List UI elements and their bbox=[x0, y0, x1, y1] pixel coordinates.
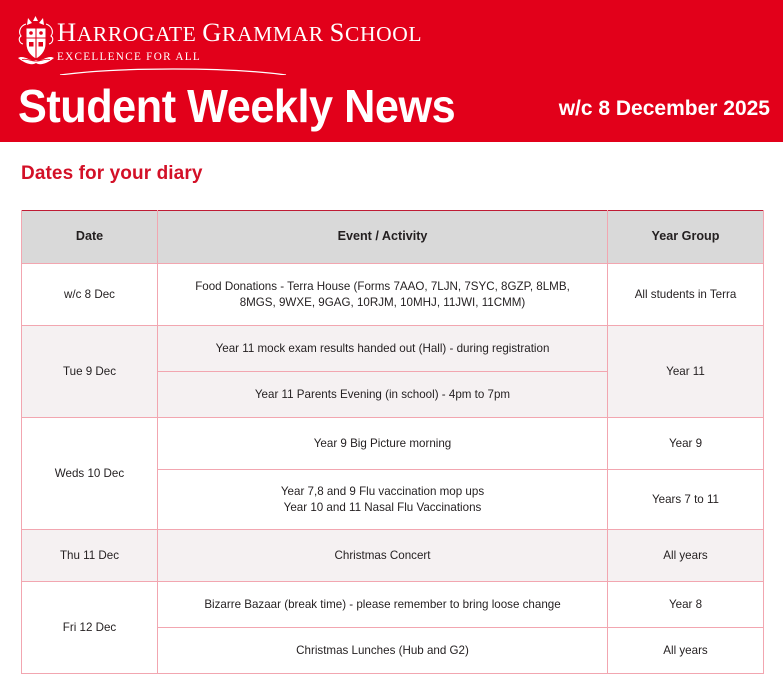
dates-for-your-diary-table bbox=[21, 210, 764, 674]
cell-date: Thu 11 Dec bbox=[22, 530, 158, 582]
cell-event bbox=[158, 264, 608, 326]
week-commencing-date: w/c 8 December 2025 bbox=[558, 97, 770, 120]
table-header-row bbox=[22, 211, 764, 264]
table-body bbox=[22, 264, 764, 674]
event-line: Year 10 and 11 Nasal Flu Vaccinations bbox=[283, 500, 482, 514]
column-header-date: Date bbox=[22, 211, 158, 264]
cell-year-group: Year 8 bbox=[608, 582, 764, 628]
brand-text bbox=[57, 19, 422, 63]
cell-date: Fri 12 Dec bbox=[22, 582, 158, 674]
column-header-year-group: Year Group bbox=[608, 211, 764, 264]
column-header-event: Event / Activity bbox=[158, 211, 608, 264]
cell-date: Weds 10 Dec bbox=[22, 418, 158, 530]
table-row bbox=[22, 264, 764, 326]
school-name: HARROGATE GRAMMAR SCHOOL bbox=[57, 17, 423, 47]
cell-year-group: Years 7 to 11 bbox=[608, 470, 764, 530]
cell-year-group: All years bbox=[608, 628, 764, 674]
cell-year-group: All years bbox=[608, 530, 764, 582]
table-header bbox=[22, 211, 764, 264]
event-line: Year 7,8 and 9 Flu vaccination mop ups bbox=[280, 484, 485, 498]
cell-event: Christmas Lunches (Hub and G2) bbox=[158, 628, 608, 674]
tagline-wrap bbox=[57, 52, 357, 63]
cell-date: w/c 8 Dec bbox=[22, 264, 158, 326]
title-row bbox=[0, 76, 783, 142]
cell-year-group: Year 11 bbox=[608, 326, 764, 418]
table-row bbox=[22, 418, 764, 470]
cell-date: Tue 9 Dec bbox=[22, 326, 158, 418]
cell-event: Year 11 Parents Evening (in school) - 4pm to 7pm bbox=[158, 372, 608, 418]
table-row bbox=[22, 582, 764, 628]
masthead-banner bbox=[0, 0, 783, 142]
swoosh-flourish-icon bbox=[58, 65, 288, 75]
section-heading: Dates for your diary bbox=[21, 163, 203, 184]
table-row bbox=[22, 326, 764, 372]
cell-year-group: All students in Terra bbox=[608, 264, 764, 326]
event-line: Food Donations - Terra House (Forms 7AAO, 7LJN, 7SYC, 8GZP, 8LMB, bbox=[195, 279, 570, 293]
brand-row bbox=[0, 0, 783, 76]
cell-event: Year 11 mock exam results handed out (Hall) - during registration bbox=[158, 326, 608, 372]
event-line: 8MGS, 9WXE, 9GAG, 10RJM, 10MHJ, 11JWI, 11CMM) bbox=[239, 295, 526, 309]
cell-event: Year 9 Big Picture morning bbox=[158, 418, 608, 470]
school-tagline: EXCELLENCE FOR ALL bbox=[57, 50, 201, 63]
cell-event: Bizarre Bazaar (break time) - please remember to bring loose change bbox=[158, 582, 608, 628]
school-crest-icon bbox=[12, 14, 60, 66]
diary-table-container bbox=[21, 210, 763, 674]
page-title: Student Weekly News bbox=[18, 80, 456, 132]
table-row bbox=[22, 530, 764, 582]
cell-year-group: Year 9 bbox=[608, 418, 764, 470]
cell-event: Christmas Concert bbox=[158, 530, 608, 582]
cell-event bbox=[158, 470, 608, 530]
